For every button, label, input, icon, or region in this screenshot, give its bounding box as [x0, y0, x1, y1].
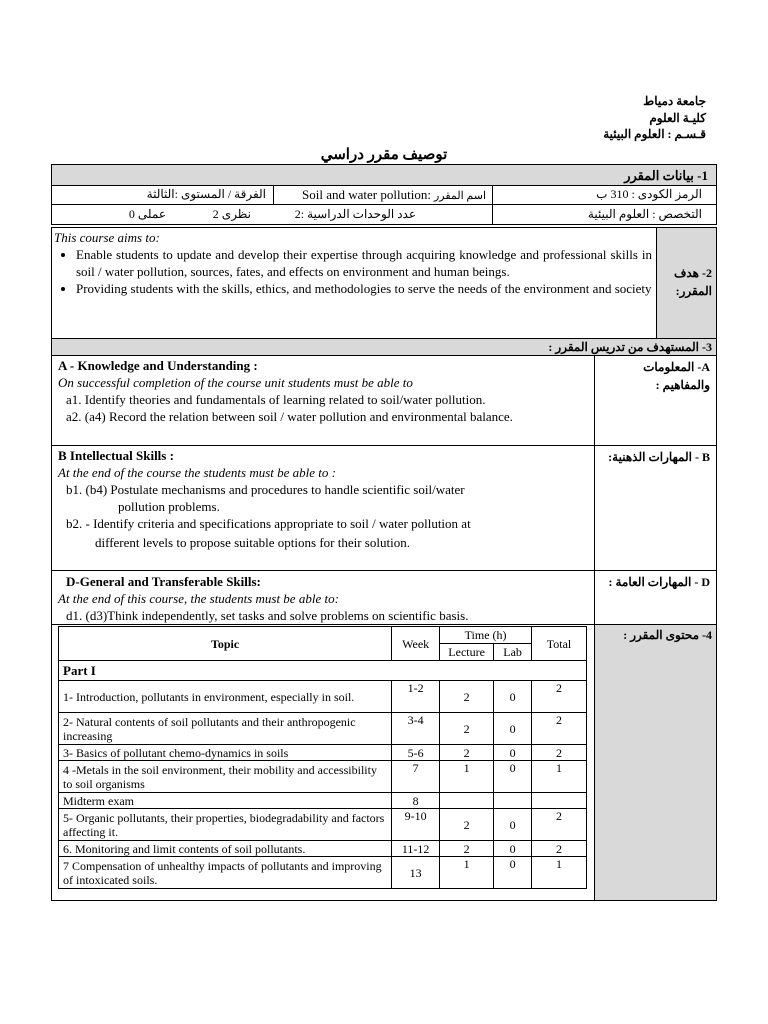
row-topic: 2- Natural contents of soil pollutants and their anthropogenic increasing: [59, 713, 392, 745]
aims-label: 2- هدف المقرر:: [673, 266, 712, 298]
row-week: 8: [392, 793, 440, 809]
content-label: 4- محتوى المقرر :: [623, 628, 712, 642]
row-topic: 3- Basics of pollutant chemo-dynamics in soils: [59, 745, 392, 761]
aims-label-cell: [656, 228, 716, 338]
row-lab: 0: [494, 761, 532, 793]
course-code: الرمز الكودى : 310 ب: [596, 187, 702, 201]
table-row: [59, 761, 587, 793]
course-theory-hours: نظرى 2: [212, 207, 251, 221]
row-total: 1: [532, 857, 587, 889]
document-title: توصيف مقرر دراسي: [320, 147, 448, 163]
outcome-b-label: B - المهارات الذهنية:: [608, 450, 710, 464]
header-week: Week: [392, 627, 440, 661]
faculty-name: كليـة العلوم: [649, 111, 706, 125]
course-name-cell: [276, 186, 490, 204]
course-specialization: التخصص : العلوم البيئية: [587, 207, 702, 221]
table-row: [59, 809, 587, 841]
aims-content: [54, 229, 652, 297]
outcome-b-title: B Intellectual Skills :: [58, 448, 174, 463]
table-row: [59, 841, 587, 857]
table-row: [59, 857, 587, 889]
row-week: 13: [392, 857, 440, 889]
outcome-b-item: b1. (b4) Postulate mechanisms and procedures to handle scientific soil/water: [66, 482, 465, 497]
row-topic: 4 -Metals in the soil environment, their mobility and accessibility to soil organisms: [59, 761, 392, 793]
row-total: 1: [532, 761, 587, 793]
row-topic: 1- Introduction, pollutants in environment, especially in soil.: [59, 681, 392, 713]
outcome-b-item: b2. - Identify criteria and specifications appropriate to soil / water pollution at: [66, 516, 471, 531]
topics-table: [58, 626, 587, 889]
outcome-d-label: D - المهارات العامة :: [608, 575, 710, 589]
row-week: 7: [392, 761, 440, 793]
course-units: عدد الوحدات الدراسية :2: [294, 207, 416, 221]
row-lecture: 2: [440, 745, 494, 761]
header-topic: Topic: [59, 627, 392, 661]
row-total: 2: [532, 745, 587, 761]
row-lecture: 2: [440, 713, 494, 745]
outcome-d-title: D-General and Transferable Skills:: [66, 574, 261, 589]
row-week: 11-12: [392, 841, 440, 857]
outcome-a-item: a2. (a4) Record the relation between soil / water pollution and environmental balance.: [66, 409, 513, 424]
outcome-a-label: A- المعلومات والمفاهيم :: [643, 360, 710, 392]
row-lecture: 1: [440, 761, 494, 793]
header-total: Total: [532, 627, 587, 661]
course-name-label: اسم المقرر: [433, 190, 486, 202]
table-row: [59, 713, 587, 745]
outcome-b-content: [58, 447, 590, 551]
aims-intro: This course aims to:: [54, 230, 160, 245]
row-lab: 0: [494, 841, 532, 857]
outcome-a-intro: On successful completion of the course unit students must be able to: [58, 375, 413, 390]
row-lab: 0: [494, 857, 532, 889]
outcome-b-item: different levels to propose suitable options for their solution.: [95, 535, 410, 550]
outcome-b-intro: At the end of the course the students must be able to :: [58, 465, 337, 480]
row-lab: 0: [494, 809, 532, 841]
row-topic: 6. Monitoring and limit contents of soil pollutants.: [59, 841, 392, 857]
outcome-b-item: pollution problems.: [118, 499, 220, 514]
course-data-title: 1- بيانات المقرر: [624, 168, 708, 183]
row-total: 2: [532, 681, 587, 713]
aims-list: [54, 246, 652, 297]
outcome-d-content: [58, 573, 590, 624]
part-label: Part I: [59, 661, 587, 681]
header-lab: Lab: [494, 644, 532, 661]
outcome-d-item: d1. (d3)Think independently, set tasks and solve problems on scientific basis.: [66, 608, 469, 623]
aim-item: • Enable students to update and develop their expertise through acquiring knowledge and professional skills in soil / water pollution, sources, fates, and effects on environment and human beings.: [76, 246, 652, 280]
outcome-d-intro: At the end of this course, the students must be able to:: [58, 591, 339, 606]
course-level: الفرقة / المستوى :الثالثة: [146, 187, 266, 201]
course-data-header: [51, 164, 717, 186]
row-topic: 5- Organic pollutants, their properties, biodegradability and factors affecting it.: [59, 809, 392, 841]
row-lab: 0: [494, 681, 532, 713]
table-row: [59, 745, 587, 761]
outcomes-header: [51, 338, 717, 356]
header-time: Time (h): [440, 627, 532, 644]
row-week: 1-2: [392, 681, 440, 713]
header-lecture: Lecture: [440, 644, 494, 661]
row-lecture: 1: [440, 857, 494, 889]
outcome-a-title: A - Knowledge and Understanding :: [58, 358, 258, 373]
outcome-a-content: [58, 357, 590, 425]
row-topic: 7 Compensation of unhealthy impacts of pollutants and improving of intoxicated soils.: [59, 857, 392, 889]
course-practical-hours: عملى 0: [128, 207, 166, 221]
row-lecture: 2: [440, 809, 494, 841]
department-name: قـسـم : العلوم البيئية: [603, 127, 706, 141]
row-lecture: 2: [440, 841, 494, 857]
outcome-a-item: a1. Identify theories and fundamentals of learning related to soil/water pollution.: [66, 392, 486, 407]
row-week: 3-4: [392, 713, 440, 745]
aim-item: • Providing students with the skills, ethics, and methodologies to serve the needs of the environment and society: [76, 280, 652, 297]
row-total: [532, 793, 587, 809]
row-total: 2: [532, 809, 587, 841]
row-lecture: 2: [440, 681, 494, 713]
table-row: [59, 681, 587, 713]
outcomes-title: 3- المستهدف من تدريس المقرر :: [548, 340, 712, 354]
course-name-value: Soil and water pollution:: [302, 187, 431, 202]
row-total: 2: [532, 841, 587, 857]
university-name: جامعة دمياط: [643, 94, 706, 108]
row-lab: [494, 793, 532, 809]
row-total: 2: [532, 713, 587, 745]
row-lab: 0: [494, 745, 532, 761]
row-week: 5-6: [392, 745, 440, 761]
row-week: 9-10: [392, 809, 440, 841]
content-label-cell: [594, 625, 716, 900]
table-row: [59, 793, 587, 809]
row-lab: 0: [494, 713, 532, 745]
row-topic: Midterm exam: [59, 793, 392, 809]
row-lecture: [440, 793, 494, 809]
